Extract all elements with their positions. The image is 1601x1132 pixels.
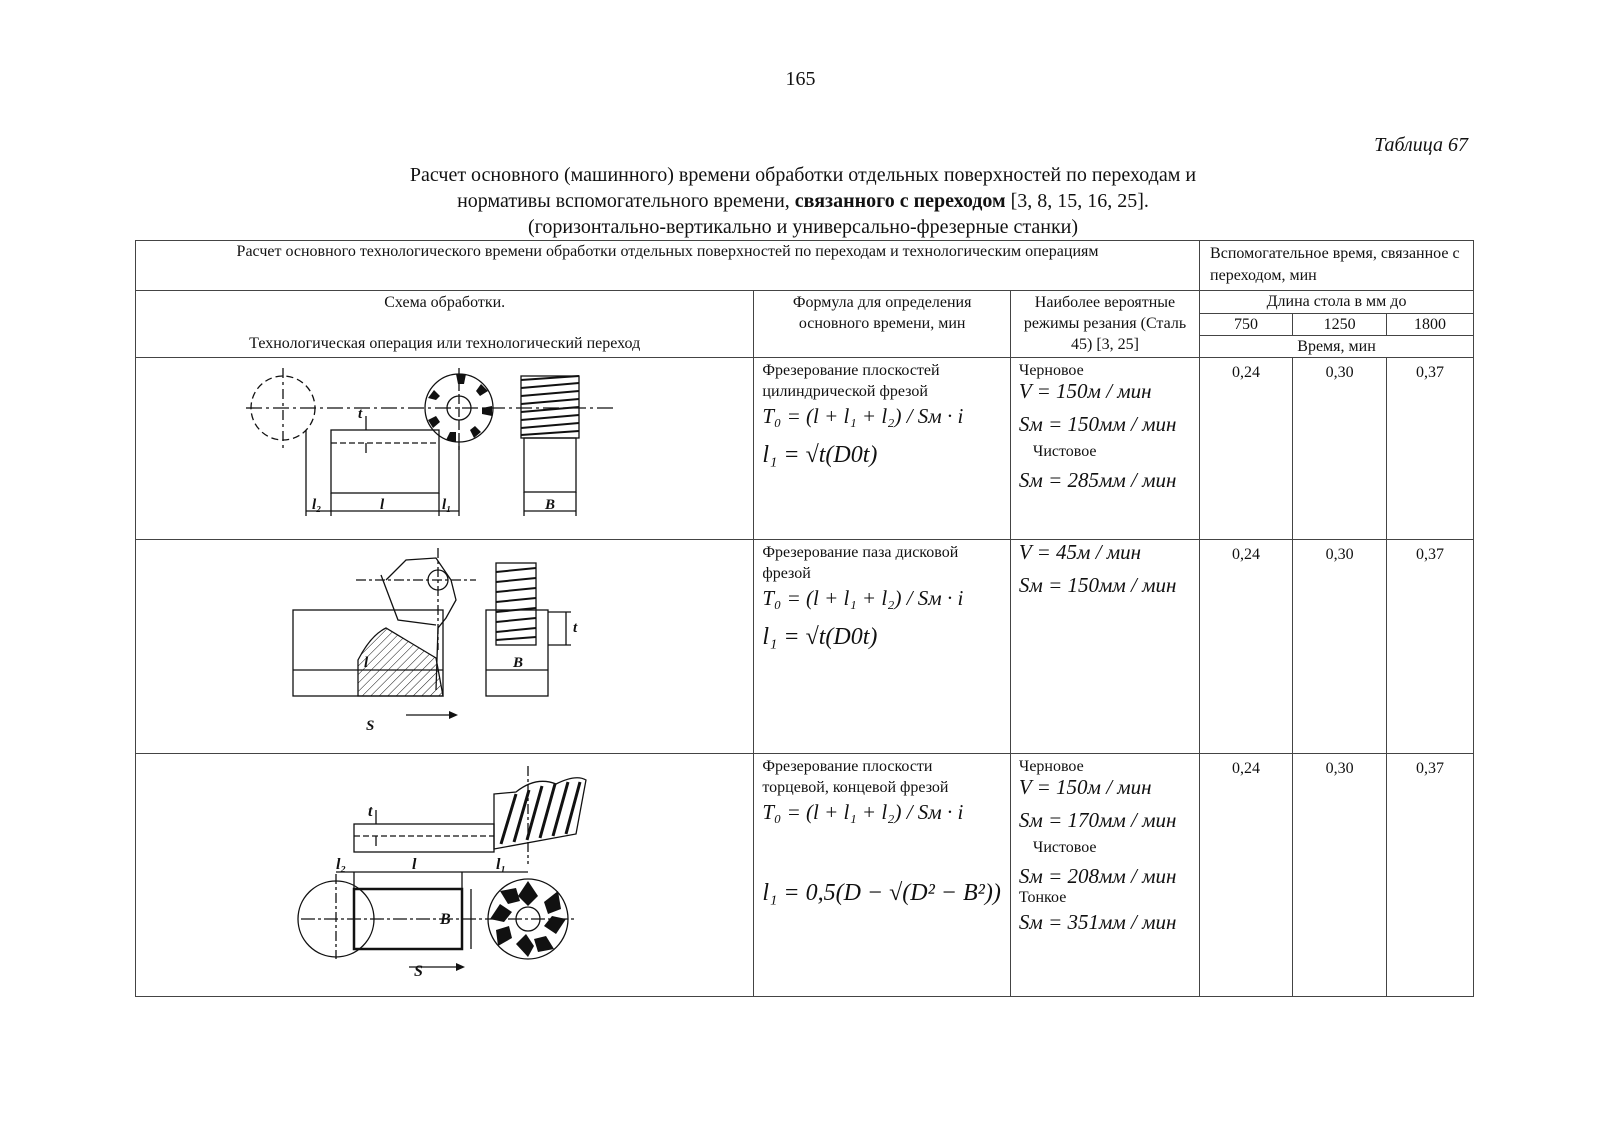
time-1250: 0,30 — [1293, 358, 1387, 540]
operation-2: Фрезерование паза дисковой фрезой — [762, 544, 959, 582]
title-line-2 — [133, 188, 1473, 214]
fig3-label-l: l — [412, 856, 417, 873]
table-title — [133, 162, 1473, 240]
mode-name: Чистовое — [1032, 443, 1097, 460]
mode-v: V = 150м / мин — [1018, 775, 1152, 799]
table-row — [136, 358, 1474, 540]
header-aux-time: Вспомогательное время, связанное с переходом, мин — [1200, 241, 1474, 291]
title-line-2-post: [3, 8, 15, 16, 25]. — [1005, 190, 1149, 212]
mode-v: V = 150м / мин — [1018, 379, 1152, 403]
formula-l1-2: l₁ = √t(D0t) — [762, 624, 878, 650]
header-scheme-line-1: Схема обработки. — [384, 294, 506, 311]
time-1800: 0,37 — [1387, 540, 1474, 754]
formula-2 — [754, 540, 1011, 754]
page-number: 165 — [785, 68, 816, 90]
cylindrical-milling-diagram — [136, 358, 739, 533]
face-milling-diagram — [136, 754, 739, 990]
time-1800: 0,37 — [1387, 358, 1474, 540]
header-main-calc: Расчет основного технологического времени обработки отдельных поверхностей по переходам и технологическим операциям — [136, 241, 1200, 291]
mode-s: Sм = 150мм / мин — [1018, 412, 1177, 436]
header-scheme-line-2: Технологическая операция или технологический переход — [249, 335, 641, 352]
formula-l1-3: l₁ = 0,5(D − √(D² − B²)) — [762, 880, 1001, 906]
modes-1 — [1010, 358, 1199, 540]
machining-time-table — [135, 240, 1474, 997]
header-row-2 — [136, 291, 1474, 314]
header-len-750: 750 — [1200, 314, 1293, 336]
mode-name: Чистовое — [1032, 839, 1097, 856]
formula-3 — [754, 754, 1011, 997]
fig1-label-l1: l₁ — [442, 497, 452, 513]
mode-s: Sм = 208мм / мин — [1018, 864, 1177, 888]
time-1250: 0,30 — [1293, 540, 1387, 754]
formula-t0-2: T₀ = (l + l₁ + l₂) / Sм · i — [762, 586, 964, 610]
formula-l1-1: l₁ = √t(D0t) — [762, 442, 878, 468]
title-line-1: Расчет основного (машинного) времени обработки отдельных поверхностей по переходам и — [409, 164, 1197, 186]
modes-3 — [1010, 754, 1199, 997]
header-scheme — [136, 291, 754, 358]
scheme-3 — [136, 754, 754, 997]
time-1800: 0,37 — [1387, 754, 1474, 997]
fig1-label-B: B — [545, 497, 556, 513]
fig1-label-l: l — [380, 497, 385, 513]
fig2-label-l: l — [364, 655, 369, 671]
disc-cutter-slot-diagram — [136, 540, 739, 747]
formula-t0-3: T₀ = (l + l₁ + l₂) / Sм · i — [762, 800, 964, 824]
time-1250: 0,30 — [1293, 754, 1387, 997]
fig2-label-B: B — [513, 655, 524, 671]
fig2-label-t: t — [573, 620, 578, 636]
time-750: 0,24 — [1200, 540, 1293, 754]
mode-s: Sм = 351мм / мин — [1018, 910, 1177, 934]
header-row-1 — [136, 241, 1474, 291]
time-750: 0,24 — [1200, 754, 1293, 997]
header-len-1250: 1250 — [1293, 314, 1387, 336]
fig2-label-S: S — [366, 718, 375, 734]
header-modes: Наиболее вероятные режимы резания (Сталь 45) [3, 25] — [1010, 291, 1199, 358]
operation-3: Фрезерование плоскости торцевой, концевой фрезой — [762, 758, 949, 796]
fig3-label-S: S — [414, 963, 423, 980]
mode-name: Тонкое — [1018, 889, 1067, 906]
fig3-label-t: t — [368, 803, 373, 820]
table-row — [136, 540, 1474, 754]
table-row — [136, 754, 1474, 997]
header-time-min: Время, мин — [1200, 336, 1474, 358]
mode-s: Sм = 150мм / мин — [1018, 573, 1177, 597]
mode-name: Черновое — [1018, 362, 1084, 379]
fig3-label-l1: l₁ — [496, 856, 507, 873]
fig1-label-t: t — [358, 406, 363, 422]
scheme-2 — [136, 540, 754, 754]
header-formula: Формула для определения основного времени, мин — [754, 291, 1011, 358]
mode-name: Черновое — [1018, 758, 1084, 775]
header-len-1800: 1800 — [1387, 314, 1474, 336]
mode-s: Sм = 285мм / мин — [1018, 468, 1177, 492]
formula-t0-1: T₀ = (l + l₁ + l₂) / Sм · i — [762, 404, 964, 428]
formula-1 — [754, 358, 1011, 540]
table-label: Таблица 67 — [1374, 134, 1468, 156]
scheme-1 — [136, 358, 754, 540]
header-table-length: Длина стола в мм до — [1200, 291, 1474, 314]
modes-2 — [1010, 540, 1199, 754]
operation-1: Фрезерование плоскостей цилиндрической фрезой — [762, 362, 940, 400]
fig1-label-l2: l₂ — [312, 497, 322, 513]
mode-s: Sм = 170мм / мин — [1018, 808, 1177, 832]
title-line-3: (горизонтально-вертикально и универсально-фрезерные станки) — [527, 216, 1079, 238]
fig3-label-l2: l₂ — [336, 856, 347, 873]
title-line-2-pre: нормативы вспомогательного времени, — [457, 190, 795, 212]
mode-v: V = 45м / мин — [1018, 540, 1142, 564]
time-750: 0,24 — [1200, 358, 1293, 540]
title-line-2-bold: связанного с переходом — [794, 190, 1006, 212]
fig3-label-B: B — [440, 911, 451, 928]
